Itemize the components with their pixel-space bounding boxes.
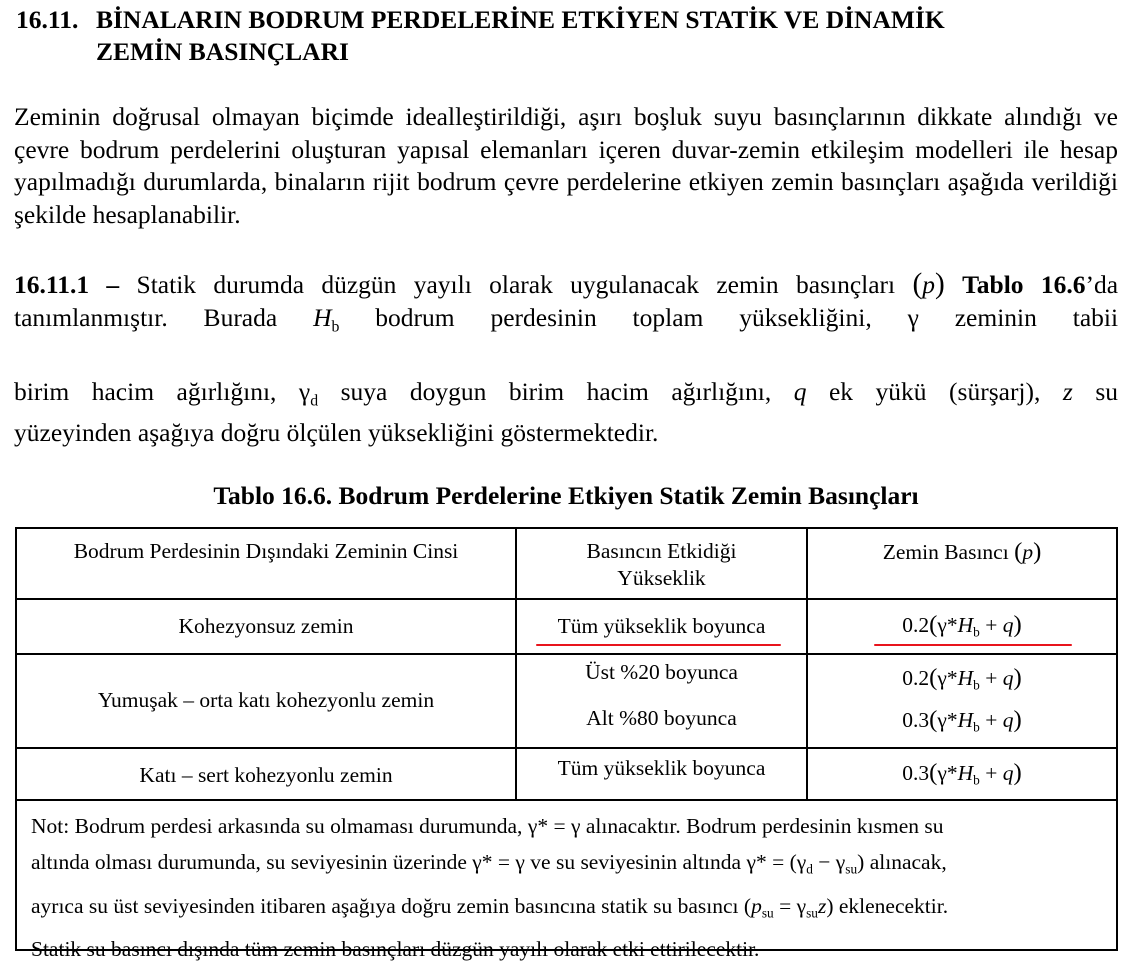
- section-title-line1: BİNALARIN BODRUM PERDELERİNE ETKİYEN STATİK VE DİNAMİK: [96, 5, 945, 34]
- symbol-q: q: [793, 377, 807, 406]
- clause-text-8: su: [1095, 377, 1119, 406]
- clause-paragraph-part1: 16.11.1 – Statik durumda düzgün yayılı olarak uygulanacak zemin basınçları (p) Tablo 16.6’da tanımlanmıştır. Burada $H_b$ bodrum perdesinin toplam yüksekliğini, γ zeminin tabii: [14, 268, 1119, 336]
- row2-height-bottom: Alt %80 boyunca: [586, 706, 737, 730]
- clause-text-3: bodrum perdesinin toplam yüksekliğini,: [375, 302, 872, 332]
- header-soil-type: Bodrum Perdesinin Dışındaki Zeminin Cinsi: [73, 539, 459, 563]
- table-rule: [17, 598, 1116, 600]
- row2-height-top: Üst %20 boyunca: [585, 660, 738, 684]
- clause-paragraph-part2: [14, 376, 1118, 418]
- row2-pressure-top: $0.2(\gamma*H_b + q)$: [902, 664, 1022, 693]
- table-rule: [17, 799, 1116, 801]
- row2-pressure-bottom: $0.3(\gamma*H_b + q)$: [902, 706, 1022, 735]
- symbol-gamma-d: $\gamma_d$: [298, 377, 319, 410]
- table-ref-2: 16.6: [1040, 270, 1086, 299]
- clause-text-1: Statik durumda düzgün yayılı olarak uygulanacak zemin basınçları: [136, 270, 896, 299]
- symbol-z: z: [1062, 377, 1073, 406]
- section-heading: [16, 4, 1116, 68]
- intro-paragraph: Zeminin doğrusal olmayan biçimde idealleştirildiği, aşırı boşluk suyu basınçlarının dikkate alındığı ve çevre bodrum perdelerini oluşturan yapısal elemanları içeren duvar-zemin etkileşim modelleri ile hesap yapılmadığı durumlarda, binaların rijit bodrum çevre perdelerine etkiyen zemin basınçları aşağıda verildiği şekilde hesaplanabilir.: [14, 102, 1118, 229]
- note-eq-2: $\gamma* = (\gamma_d - \gamma_{su})$: [746, 850, 865, 877]
- note-line-4: Statik su basıncı dışında tüm zemin basınçları düzgün yayılı olarak etki ettirilecektir.: [31, 937, 760, 962]
- row2-soil: Yumuşak – orta katı kohezyonlu zemin: [97, 688, 435, 712]
- clause-text-4: zeminin tabii: [954, 302, 1119, 332]
- section-title-line2: ZEMİN BASINÇLARI: [96, 37, 349, 66]
- symbol-gamma: γ: [907, 302, 919, 332]
- note-eq-1: γ* = γ: [527, 814, 581, 838]
- table-rule: [17, 653, 1116, 655]
- symbol-p: p: [922, 270, 935, 299]
- symbol-H: $H_b$: [313, 302, 340, 336]
- clause-text-6: suya doygun birim hacim ağırlığını,: [340, 377, 772, 406]
- row1-soil: Kohezyonsuz zemin: [178, 614, 354, 638]
- highlight-underline-height: [536, 644, 781, 646]
- clause-text-5: birim hacim ağırlığını,: [14, 377, 277, 406]
- note-eq-3: $(p_{su} = \gamma_{su}z)$: [743, 893, 834, 921]
- row3-height: Tüm yükseklik boyunca: [557, 756, 766, 780]
- row3-soil: Katı – sert kohezyonlu zemin: [139, 763, 393, 787]
- note-line-3: ayrıca su üst seviyesinden itibaren aşağıya doğru zemin basıncına statik su basıncı $(p_{su} = \gamma_{su}z)$ eklenecektir.: [31, 893, 949, 921]
- clause-text-7: ek yükü (sürşarj),: [828, 377, 1041, 406]
- table-note: [31, 808, 1111, 967]
- table-rule: [17, 747, 1116, 749]
- table-caption: Tablo 16.6. Bodrum Perdelerine Etkiyen Statik Zemin Basınçları: [213, 481, 919, 510]
- row1-height: Tüm yükseklik boyunca: [557, 614, 766, 638]
- note-line-2: altında olması durumunda, su seviyesinin üzerinde γ* = γ ve su seviyesinin altında $\gamma* = (\gamma_d - \gamma_{su})$ alınacak,: [31, 850, 947, 877]
- row1-pressure: $0.2(\gamma*H_b + q)$: [902, 611, 1022, 640]
- header-pressure: Zemin Basıncı (p): [882, 538, 1042, 565]
- clause-text-2: ’da tanımlanmıştır. Burada: [14, 270, 1119, 332]
- clause-paragraph-part3: yüzeyinden aşağıya doğru ölçülen yüksekliğini göstermektedir.: [14, 418, 659, 447]
- section-number: 16.11.: [16, 5, 79, 34]
- row3-pressure: $0.3(\gamma*H_b + q)$: [902, 759, 1022, 788]
- header-height: Basıncın Etkidiği Yükseklik: [586, 539, 737, 590]
- note-line-1: Not: Bodrum perdesi arkasında su olmaması durumunda, γ* = γ alınacaktır. Bodrum perdesinin kısmen su: [31, 814, 944, 838]
- clause-number: 16.11.1 –: [14, 270, 120, 299]
- table-ref-1: Tablo: [962, 270, 1024, 299]
- highlight-underline-pressure: [874, 644, 1072, 646]
